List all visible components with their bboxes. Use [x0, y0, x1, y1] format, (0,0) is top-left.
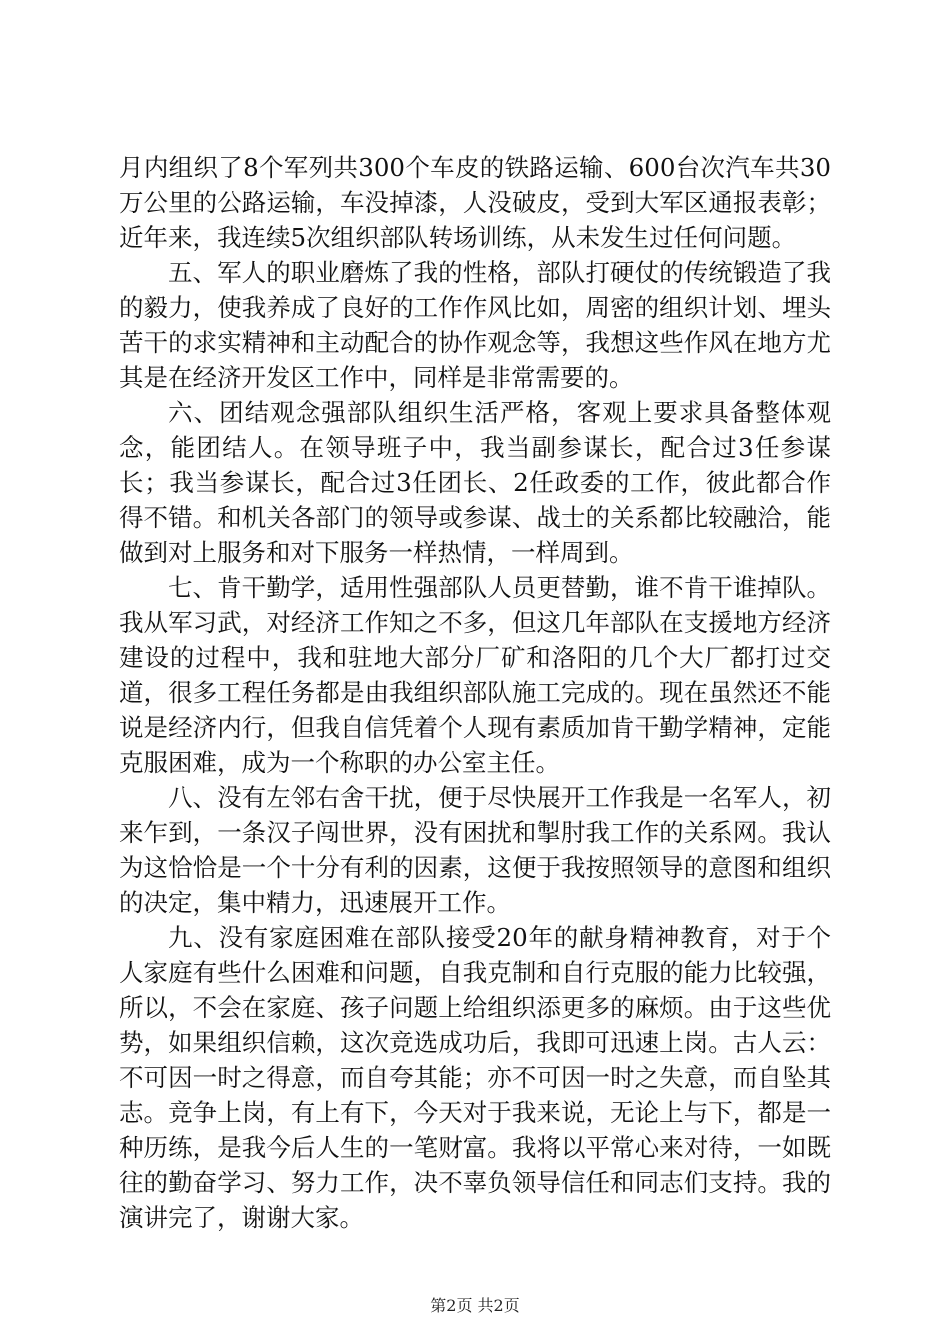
- page-footer: [0, 1296, 950, 1316]
- paragraph-point-7: 七、肯干勤学，适用性强部队人员更替勤，谁不肯干谁掉队。我从军习武，对经济工作知之不多，但这几年部队在支援地方经济建设的过程中，我和驻地大部分厂矿和洛阳的几个大厂都打过交道，很多工程任务都是由我组织部队施工完成的。现在虽然还不能说是经济内行，但我自信凭着个人现有素质加肯干勤学精神，定能克服困难，成为一个称职的办公室主任。: [119, 573, 831, 777]
- page-number-label: 第2页 共2页: [430, 1296, 520, 1315]
- paragraph-point-8: 八、没有左邻右舍干扰，便于尽快展开工作我是一名军人，初来乍到，一条汉子闯世界，没有困扰和掣肘我工作的关系网。我认为这恰恰是一个十分有利的因素，这便于我按照领导的意图和组织的决定，集中精力，迅速展开工作。: [119, 783, 831, 917]
- document-body: [119, 150, 831, 1235]
- paragraph-point-9: 九、没有家庭困难在部队接受20年的献身精神教育，对于个人家庭有些什么困难和问题，自我克制和自行克服的能力比较强，所以，不会在家庭、孩子问题上给组织添更多的麻烦。由于这些优势，如果组织信赖，这次竞选成功后，我即可迅速上岗。古人云：不可因一时之得意，而自夸其能；亦不可因一时之失意，而自坠其志。竞争上岗，有上有下，今天对于我来说，无论上与下，都是一种历练，是我今后人生的一笔财富。我将以平常心来对待，一如既往的勤奋学习、努力工作，决不辜负领导信任和同志们支持。我的演讲完了，谢谢大家。: [119, 923, 831, 1232]
- paragraph-point-5: 五、军人的职业磨炼了我的性格，部队打硬仗的传统锻造了我的毅力，使我养成了良好的工作作风比如，周密的组织计划、埋头苦干的求实精神和主动配合的协作观念等，我想这些作风在地方尤其是在经济开发区工作中，同样是非常需要的。: [119, 258, 831, 392]
- paragraph-point-6: 六、团结观念强部队组织生活严格，客观上要求具备整体观念，能团结人。在领导班子中，我当副参谋长，配合过3任参谋长；我当参谋长，配合过3任团长、2任政委的工作，彼此都合作得不错。和机关各部门的领导或参谋、战士的关系都比较融洽，能做到对上服务和对下服务一样热情，一样周到。: [119, 398, 831, 567]
- paragraph-continuation: 月内组织了8个军列共300个车皮的铁路运输、600台次汽车共30万公里的公路运输，车没掉漆，人没破皮，受到大军区通报表彰；近年来，我连续5次组织部队转场训练，从未发生过任何问题。: [119, 153, 831, 252]
